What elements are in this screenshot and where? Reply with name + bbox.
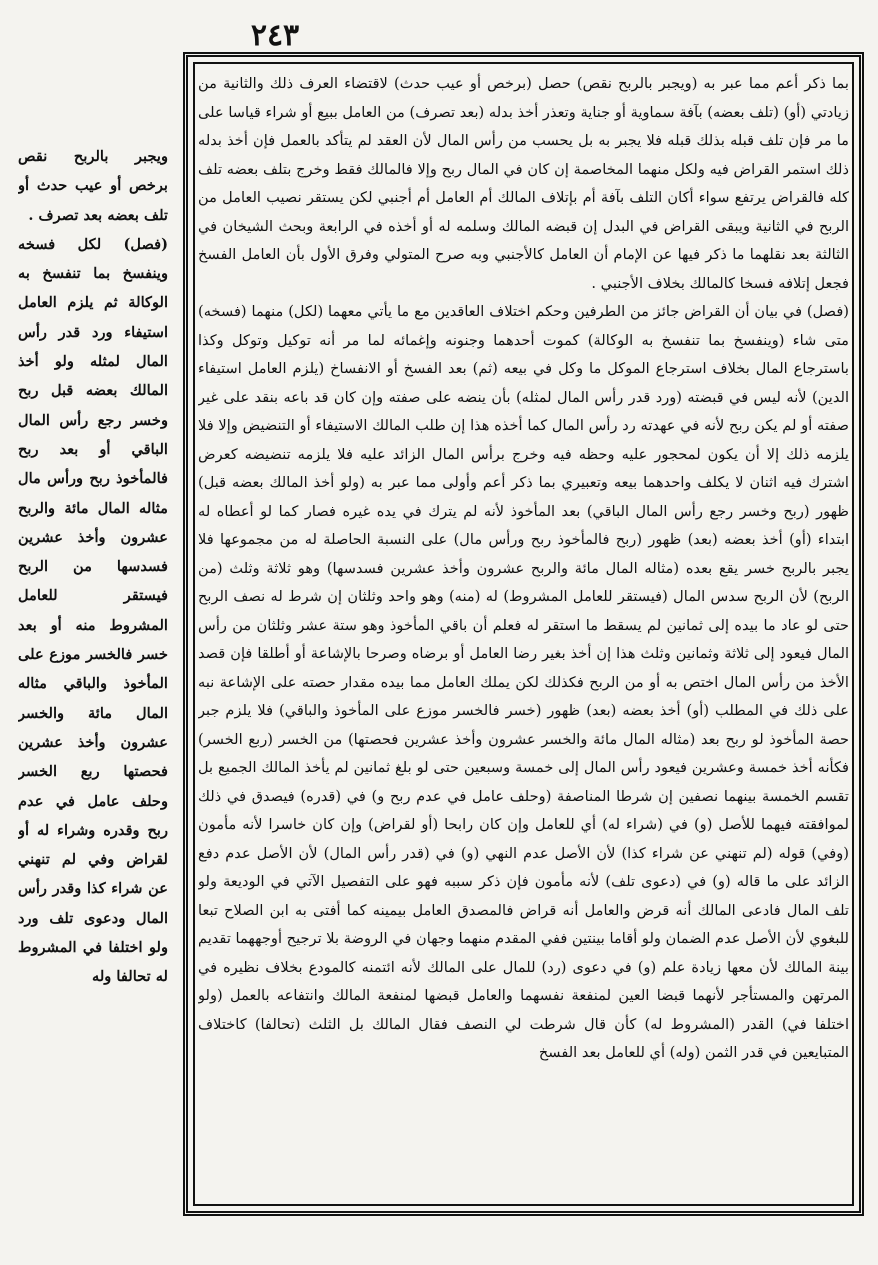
commentary-text-block — [198, 70, 849, 1198]
margin-paragraph: ويجبر بالربح نقص برخص أو عيب حدث أو تلف بعضه بعد تصرف . — [18, 148, 168, 224]
page-number: ٢٤٣ — [250, 18, 300, 53]
commentary-paragraph: بما ذكر أعم مما عبر به (ويجبر بالربح نقص) حصل (برخص أو عيب حدث) لاقتضاء العرف ذلك والثانية من زيادتي (أو) (تلف بعضه) بآفة سماوية أو جناية وتعذر أخذ بدله (بعد تصرف) من العامل ببيع أو شراء قياسا على ما مر فإن تلف قبله بذلك قبله فلا يجبر به بل يحسب من رأس المال لأن العقد لم يتأكد بالعمل فإن أخذ بدله ذلك استمر القراض فيه ولكل منهما المخاصمة إن كان في المال ربح وإلا فالمالك فقط وخرج بتلف بعضه تلف كله فالقراض يرتفع سواء أكان التلف بآفة أم بإتلاف المالك أم العامل أم أجنبي لكن يستقر نصيب العامل من الربح في الثانية ويبقى القراض في البدل إن قبضه المالك وسلمه له أو أخذه في الرابعة وبحث الشيخان في الثالثة بعد نقلهما ما ذكر فيها عن الإمام أن العامل كالأجنبي وبه صرح المتولي وفرق الأول بأن العامل الفسخ فجعل إتلافه فسخا كالمالك بخلاف الأجنبي . — [198, 75, 849, 292]
commentary-paragraph: (فصل) في بيان أن القراض جائز من الطرفين وحكم اختلاف العاقدين مع ما يأتي معهما (لكل) منهما (فسخه) متى شاء (وينفسخ بما تنفسخ به الوكالة) كموت أحدهما وجنونه وإغمائه لما مر أنه توكيل وتوكل وكذا باسترجاع المال بخلاف استرجاع الموكل ما وكل في بيعه (ثم) بعد الفسخ أو الانفساخ (يلزم العامل استيفاء الدين) لأنه ليس في قبضته (ورد قدر رأس المال لمثله) بأن ينضه على صفته وإن كان قد باعه بنقد على غير صفته أو لم يكن ربح لأنه في عهدته رد رأس المال كما أخذه هذا إن طلب المالك الاستيفاء أو التنضيض وإلا فلا يلزمه ذلك إلا أن يكون لمحجور عليه وحظه فيه وخرج برأس المال الزائد عليه فلا يلزمه تنضيضه كعرض اشترك فيه اثنان لا يكلف واحدهما بيعه وتعبيري بما ذكر أعم وأولى مما عبر به (ولو أخذ المالك بعضه قبل) ظهور (ربح وخسر رجع رأس المال الباقي) بعد المأخوذ لأنه لم يترك في يده غيره فصار كما لو أعطاه له ابتداء (أو) أخذ بعضه (بعد) ظهور (ربح فالمأخوذ ربح ورأس مال) على النسبة الحاصلة له من مجموعها فلا يجبر بالربح خسر يقع بعده (مثاله المال مائة والربح عشرون وأخذ عشرين فسدسها) وهو ثلاثة وثلث (من الربح) لأن الربح سدس المال (فيستقر للعامل المشروط) له (منه) وهو واحد وثلثان إن شرط له نصف الربح حتى لو عاد ما بيده إلى ثمانين لم يسقط ما استقر له فعلم أن باقي المأخوذ وهو ستة عشر وثلثان من رأس المال فيعود إلى ثلاثة وثمانين وثلث هذا إن أخذ بغير رضا العامل أو برضاه وصرحا بالإشاعة أو أطلقا فإن قصد الأخذ من رأس المال اختص به أو من الربح فكذلك لكن يملك العامل مما بيده مقدار حصته على الإشاعة نبه على ذلك في المطلب (أو) أخذ بعضه (بعد) ظهور (خسر فالخسر موزع على المأخوذ والباقي) فلا يلزم جبر حصة المأخوذ لو ربح بعد (مثاله المال مائة والخسر عشرون وأخذ عشرين فحصتها) من الخسر (ربع الخسر) فكأنه أخذ خمسة وعشرين فيعود رأس المال إلى خمسة وسبعين حتى لو بلغ ثمانين لم يأخذ المالك الجميع بل تقسم الخمسة بينهما نصفين إن شرطا المناصفة (وحلف عامل في عدم ربح و) في (قدره) فيصدق في ذلك لموافقته فيهما للأصل (و) في (شراء له) أي للعامل وإن كان رابحا (أو لقراض) وإن كان خاسرا لأنه مأمون (وفي) قوله (لم تنهني عن شراء كذا) لأن الأصل عدم النهي (و) في (قدر رأس المال) لأن الأصل عدم دفع الزائد على ما قاله (و) في (دعوى تلف) لأنه مأمون فإن ذكر سببه فهو على التفصيل الآتي في الوديعة ولو تلف المال فادعى المالك أنه قرض والعامل أنه قراض فالمصدق العامل بيمينه كما أفتى به ابن الصلاح تبعا للبغوي لأن الأصل عدم الضمان ولو أقاما بينتين ففي المقدم منهما وجهان في الروضة بلا ترجيح أوجههما تقديم بينة المالك لأن معها زيادة علم (و) في دعوى (رد) للمال على المالك لأنه ائتمنه كالمودع بخلاف نظيره في المرتهن والمستأجر لأنهما قبضا العين لمنفعة نفسهما والعامل قبضها لمنفعة المالك وانتفاعه بالعمل (ولو اختلفا في) القدر (المشروط له) كأن قال شرطت لي النصف فقال المالك بل الثلث (تحالفا) كاختلاف المتبايعين في قدر الثمن (وله) أي للعامل بعد الفسخ — [198, 303, 849, 1061]
margin-matn-text — [18, 142, 168, 1182]
margin-paragraph: (فصل) لكل فسخه وينفسخ بما تنفسخ به الوكالة ثم يلزم العامل استيفاء ورد قدر رأس المال لمثله ولو أخذ المالك بعضه قبل ربح وخسر رجع رأس المال الباقي أو بعد ربح فالمأخوذ ربح ورأس مال مثاله المال مائة والربح عشرون وأخذ عشرين فسدسها من الربح فيستقر للعامل المشروط منه أو بعد خسر فالخسر موزع على المأخوذ والباقي مثاله المال مائة والخسر عشرون وأخذ عشرين فحصتها ربع الخسر وحلف عامل في عدم ربح وقدره وشراء له أو لقراض وفي لم تنهني عن شراء كذا وقدر رأس المال ودعوى تلف ورد ولو اختلفا في المشروط له تحالفا وله — [18, 235, 168, 986]
